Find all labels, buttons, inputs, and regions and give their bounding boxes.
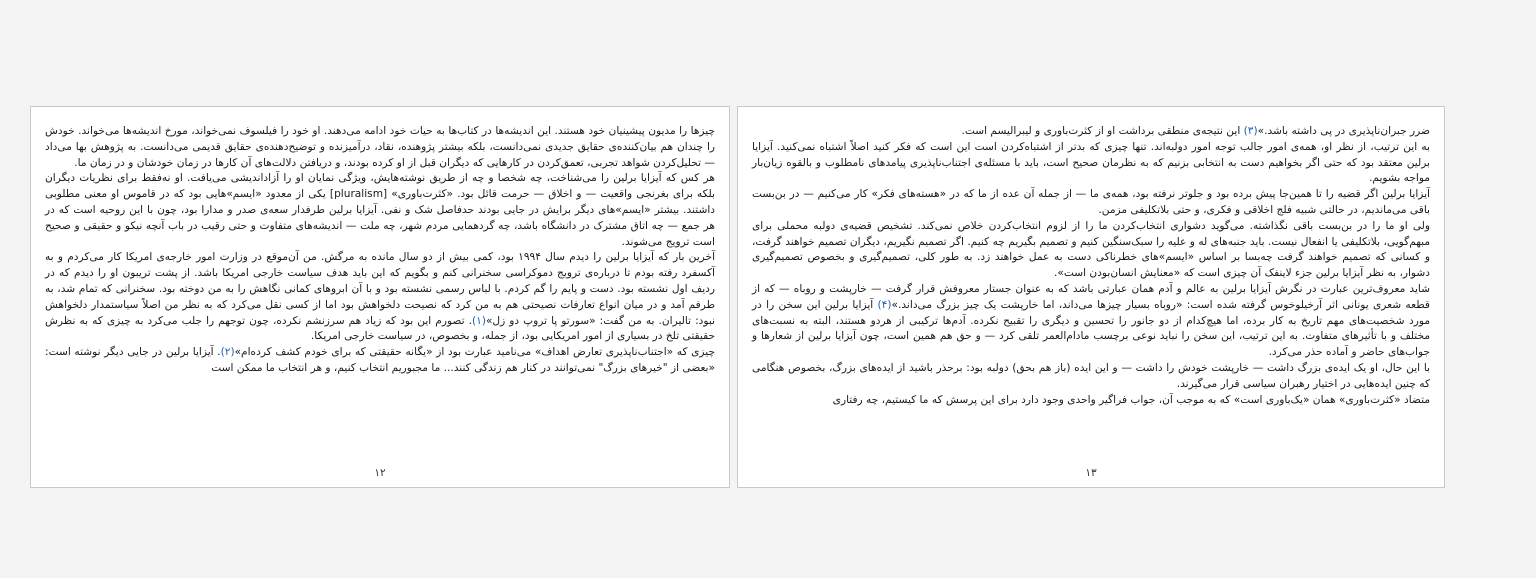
paragraph: با این حال، او یک ایده‌ی بزرگ داشت — خارپشت خودش را داشت — و این ایده (باز هم بحق) دولبه بود: برحذر باشید از ایده‌های بزرگ، بخصوص هنگامی که چنین ایده‌هایی در اختیار رهبران سیاسی قرار می‌گیرند. bbox=[752, 361, 1430, 390]
paragraph: شاید معروف‌ترین عبارت در نگرش آیزایا برلین به عالم و آدم همان عبارتی باشد که به عنوان جستار معروفش قرار گرفت — خارپشت و روباه — که از قطعه شعری یونانی اثر آرخیلوخوس گرفته شده است: «روباه بسیار چیزها می‌داند، اما خارپشت یک چیز بزرگ می‌داند.»(۴) آیزایا برلین این سخن را در مورد شخصیت‌های مهم تاریخ به کار برده، اما هیچ‌کدام از دو جانور را تحسین و دیگری را تقبیح نکرده. آدم‌ها ترکیبی از هردو هستند، البته به نسبت‌های مختلف و با تأثیرهای متفاوت. به این ترتیب، این سخن را نباید نوعی برچسب مادام‌العمر تلقی کرد — و حق هم همین است، چون آیزایا برلین از شعارها و جواب‌های حاضر و آماده حذر می‌کرد. bbox=[752, 282, 1430, 359]
footnote-ref: (۲) bbox=[220, 346, 235, 359]
paragraph: ولی او ما را در بن‌بست باقی نگذاشته. می‌گوید دشواری انتخاب‌کردن ما را از لزوم انتخاب‌کردن خلاص نمی‌کند. تشخیص قضیه‌ی دولبه محملی برای مبهم‌گویی، بلاتکلیفی یا انفعال نیست. باید جنبه‌های له و علیه را سبک‌سنگین کنیم و تصمیم بگیریم چه کنیم. اگر تصمیم نگیریم، دیگران تصمیم خواهند گرفت، و کسانی که تصمیم خواهند گرفت چه‌بسا بر اساس «ایسم»های خطرناکی دست به عمل خواهند زد. به طور کلی، تصمیم‌گیری و بخصوص تصمیم‌گیری دشوار، به نظر آیزایا برلین جزء لاینفک آن چیزی است که «معنایش انسان‌بودن است». bbox=[752, 219, 1430, 280]
page-text bbox=[45, 124, 715, 377]
page-number: ۱۳ bbox=[1085, 467, 1097, 479]
paragraph: آخرین بار که آیزایا برلین را دیدم سال ۱۹۹۴ بود، کمی بیش از دو سال مانده به مرگش. من آن‌موقع در وزارت امور خارجه‌ی امریکا کار می‌کردم و به آکسفرد رفته بودم تا درباره‌ی ترویج دموکراسی سخنرانی کنم و بگویم که این باید هدف سیاست خارجی امریکا باشد. از پشت تریبون او را دیدم که در ردیف اول نشسته بود. دست و پایم را گم کردم. با لباس رسمی نشسته بود و با آن ابروهای کمانی نگاهش را به من دوخته بود. سخنرانی که تمام شد، به طرفم آمد و در میان انواع تعارفات نصیحتی هم به من کرد که نصیحت دلخواهش بود اما از کسی نقل می‌کرد که به نظر من اصلاً سیاستمدار دلخواهش نبود: تالیران. به من گفت: «سورتو پا تروپ دو زل»(۱). تصورم این بود که زیاد هم سرزنشم نکرده، چون توجهم را جلب می‌کرد به چیزی که به نظرش حقیقتی تلخ در بسیاری از امور امریکایی بود، از جمله، و بخصوص، در سیاست خارجی امریکا. bbox=[45, 251, 716, 343]
paragraph: چیزها را مدیون پیشینیان خود هستند. این اندیشه‌ها در کتاب‌ها به حیات خود ادامه می‌دهند. او خود را فیلسوف نمی‌خواند، مورخ اندیشه‌ها می‌خواند. خودش را چندان هم بیان‌کننده‌ی حقایق جدیدی نمی‌دانست، بلکه بیشتر پژوهنده، نقاد، درآمیزنده و توضیح‌دهنده‌ی حقایق قدیمی می‌دانست. به پژوهش بها می‌داد — تحلیل‌کردن شواهد تجربی، تعمق‌کردن در کارهایی که دیگران قبل از او کرده بودند، و دریافتن دلالت‌های آن کارها در زمان خودشان و در زمان ما. bbox=[45, 125, 715, 169]
paragraph: متضاد «کثرت‌باوری» همان «یک‌باوری است» که به موجب آن، جواب فراگیر واحدی وجود دارد برای این پرسش که ما کیستیم، چه رفتاری bbox=[832, 393, 1430, 406]
footnote-ref: (۴) bbox=[877, 298, 892, 311]
footnote-ref: (۱) bbox=[471, 314, 486, 327]
page-text bbox=[752, 124, 1430, 408]
footnote-ref: (۳) bbox=[1243, 125, 1258, 137]
page-number: ۱۲ bbox=[374, 467, 386, 479]
paragraph: هر کس که آیزایا برلین را می‌شناخت، چه شخصا و چه از طریق نوشته‌هایش، ویژگی نمایان او را آزاداندیشی می‌یافت. او نه‌فقط برای نظریات دیگران بلکه برای بغرنجی واقعیت — و اخلاق — حرمت قائل بود. «کثرت‌باوری» [pluralism] یکی از معدود «ایسم»هایی بود که در قاموس او معنی مطلوبی داشتند. بیشتر «ایسم»های دیگر برایش در جایی بودند حدفاصل شک و نفی. آیزایا برلین طرفدار سعه‌ی صدر و مدارا بود، چون با این روحیه است که در هر جمع — چه اتاق مشترک در دانشگاه باشد، چه گردهمایی مردم شهر، چه ملت — اندیشه‌های متفاوت و حتی رقیب در باب آنچه نیکو و حقیقی و صحیح است ترویج می‌شوند. bbox=[45, 172, 715, 248]
book-page-left bbox=[30, 106, 730, 488]
paragraph: به این ترتیب، از نظر او، همه‌ی امور جالب توجه امور دولبه‌اند. تنها چیزی که بدتر از اشتباه‌کردن است این است که فکر کنید اصلاً اشتباه نمی‌کنید. آیزایا برلین معتقد بود که حتی اگر بخواهیم دست به انتخابی بزنیم که به نظرمان صحیح است، باید با مسئله‌ی اجتناب‌ناپذیری پیامدهای نامطلوب و بالقوه زیان‌بار مواجه بشویم. bbox=[752, 140, 1430, 185]
paragraph: چیزی که «اجتناب‌ناپذیری تعارض اهداف» می‌نامید عبارت بود از «یگانه حقیقتی که برای خودم کشف کرده‌ام»(۲). آیزایا برلین در جایی دیگر نوشته است: «بعضی از "خیرهای بزرگ" نمی‌توانند در کنار هم زندگی کنند... ما مجبوریم انتخاب کنیم، و هر انتخاب ما ممکن است bbox=[45, 346, 715, 374]
paragraph: آیزایا برلین اگر قضیه را تا همین‌جا پیش برده بود و جلوتر نرفته بود، همه‌ی ما — از جمله آن عده از ما که در «هسته‌های فکر» کار می‌کنیم — در بن‌بست باقی می‌ماندیم، در حالتی شبیه فلج اخلاقی و فکری، و حتی بلاتکلیفی مزمن. bbox=[752, 188, 1430, 216]
paragraph: ضرر جبران‌ناپذیری در پی داشته باشد.»(۳) این نتیجه‌ی منطقی برداشت او از کثرت‌باوری و لیبرالیسم است. bbox=[961, 125, 1430, 137]
book-page-right bbox=[737, 106, 1445, 488]
